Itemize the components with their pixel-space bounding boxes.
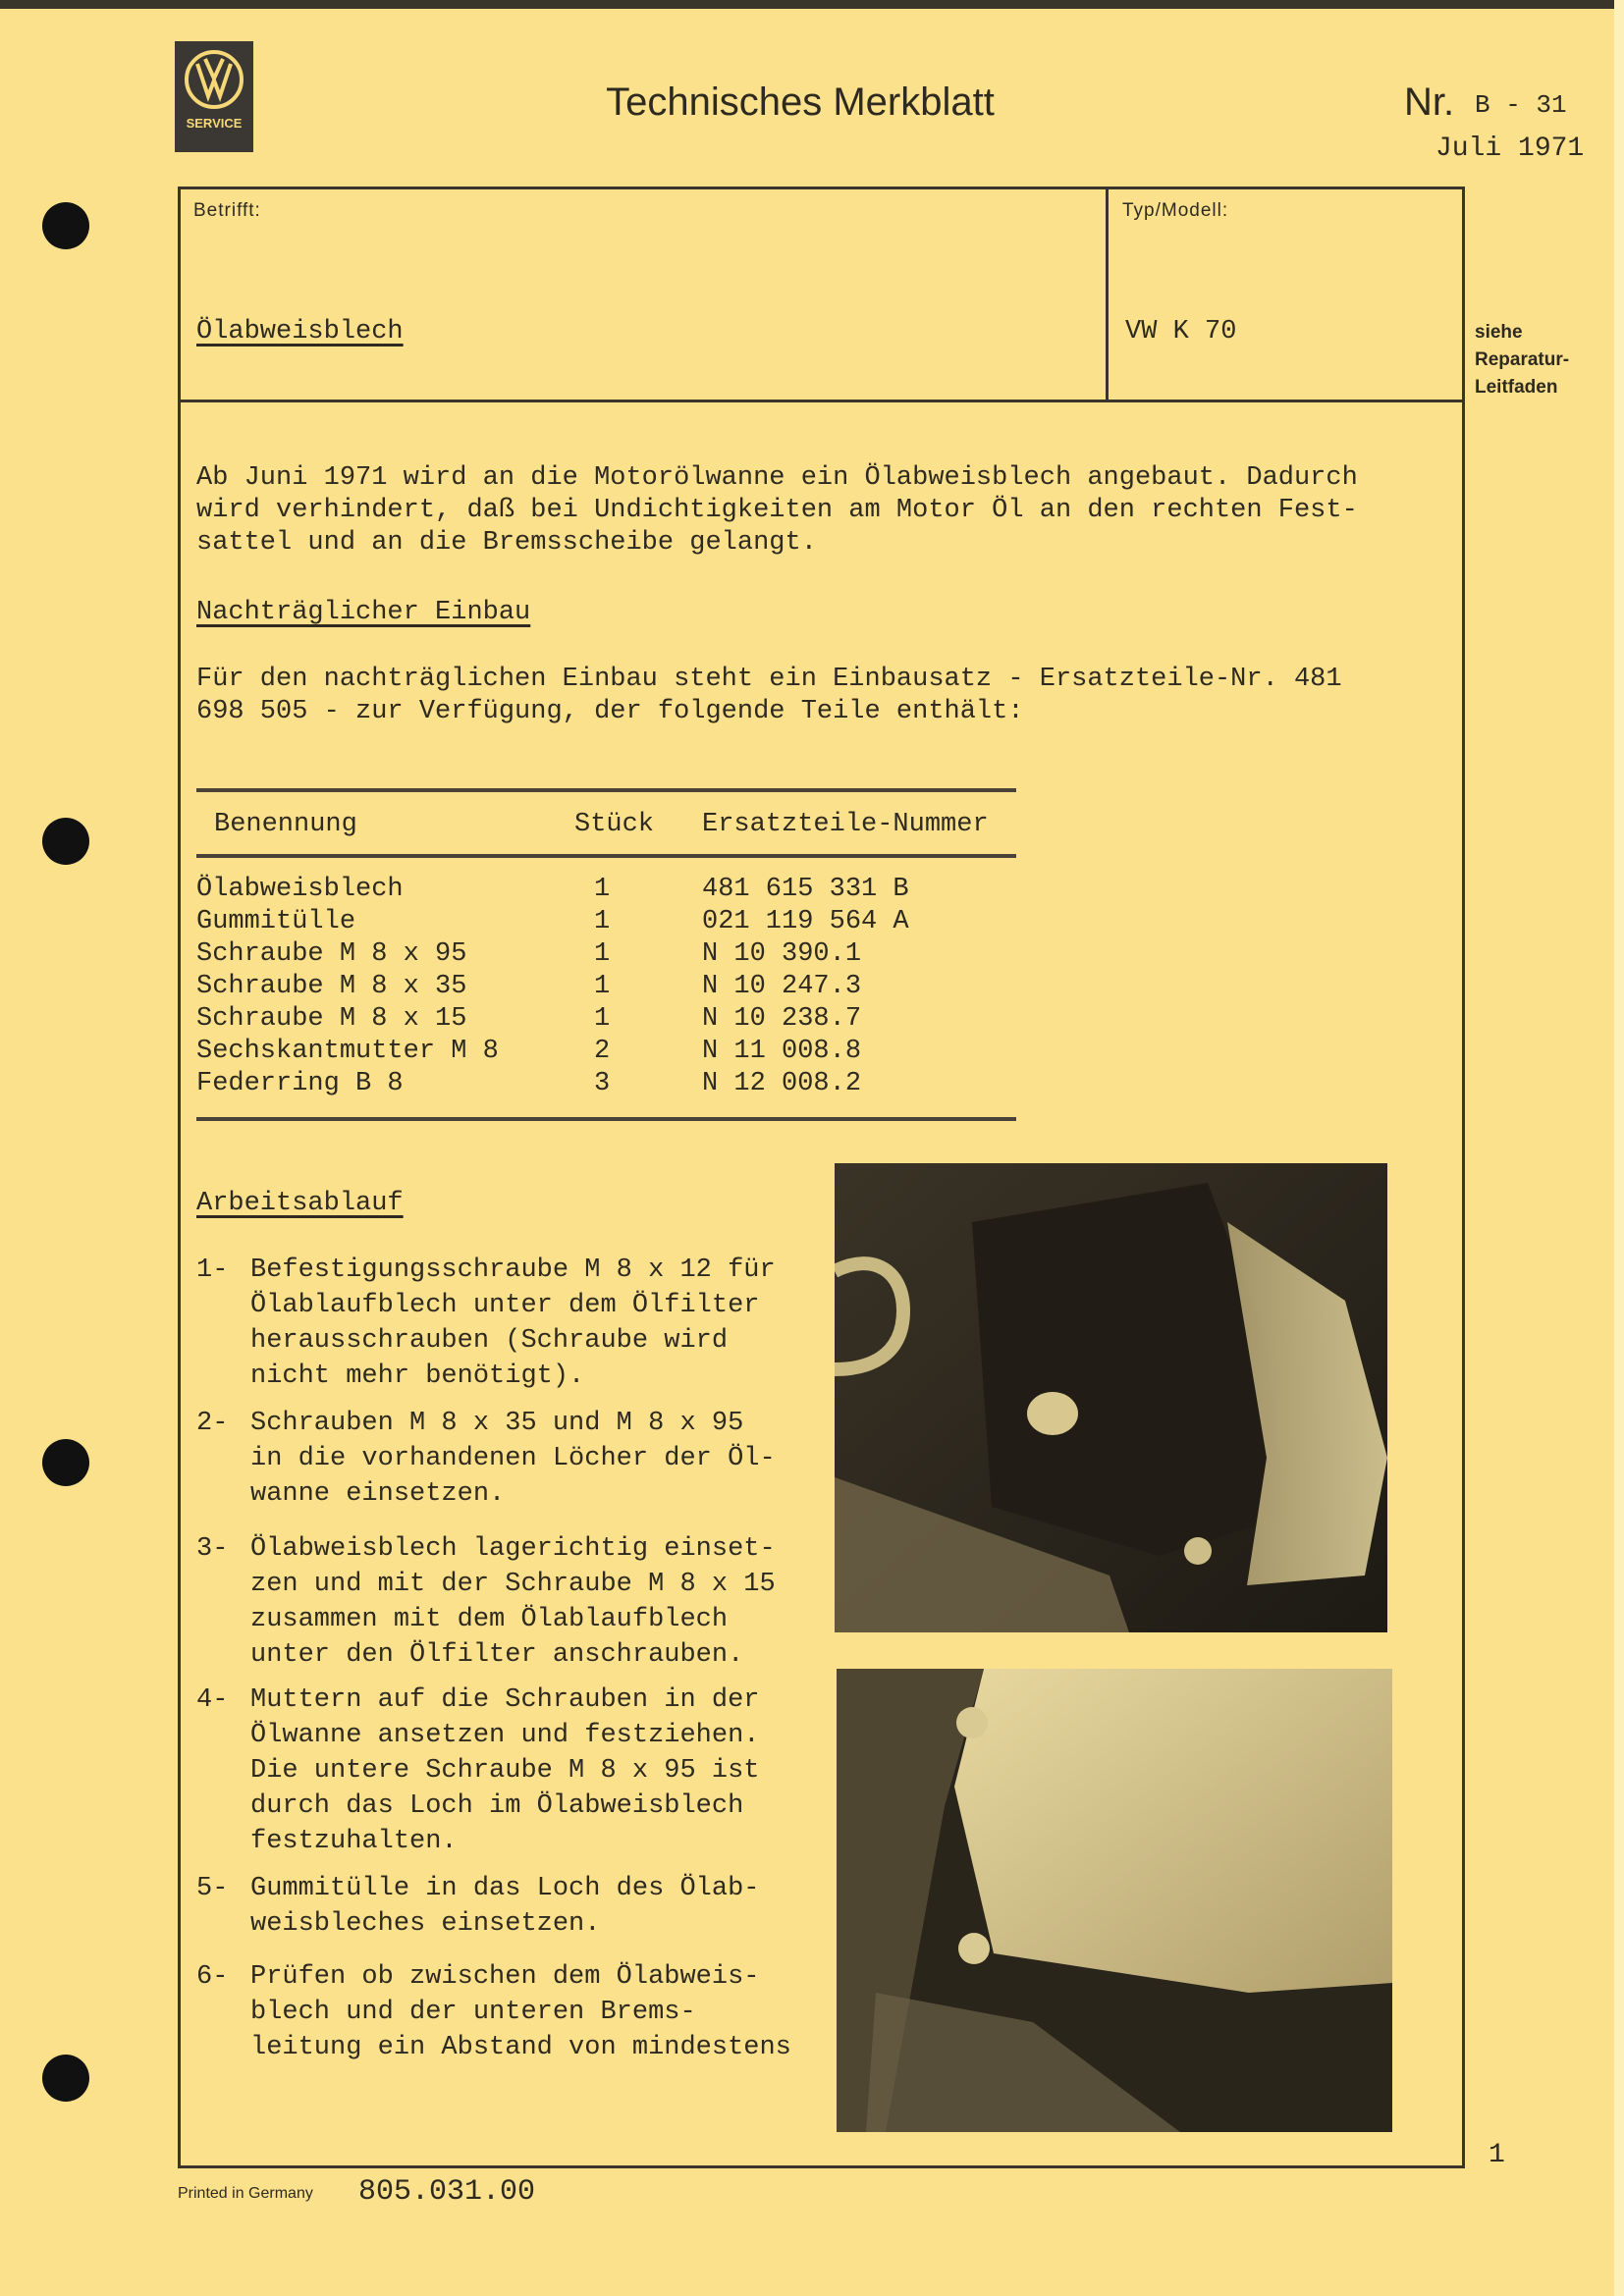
- step-text: blech und der unteren Brems-: [250, 1998, 696, 2027]
- issue-date: Juli 1971: [1435, 133, 1585, 164]
- procedure-step: [196, 1406, 776, 1512]
- table-row: [196, 874, 909, 906]
- vw-emblem-icon: [184, 49, 244, 110]
- column-header: Benennung: [214, 810, 357, 839]
- part-qty: 3: [594, 1069, 611, 1098]
- procedure-step: [196, 1959, 791, 2065]
- table-row: [196, 1068, 909, 1100]
- step-line: [196, 1906, 759, 1942]
- text-line: wird verhindert, daß bei Undichtigkeiten am Motor Öl an den rechten Fest-: [196, 496, 1358, 525]
- part-qty: 2: [594, 1037, 611, 1066]
- step-text: Befestigungsschraube M 8 x 12 für: [250, 1255, 776, 1285]
- step-number: 2-: [196, 1409, 229, 1438]
- step-line: [196, 1531, 776, 1567]
- model-value: VW K 70: [1125, 317, 1237, 347]
- step-line: [196, 1567, 776, 1602]
- step-line: [196, 1323, 776, 1359]
- table-row: [196, 938, 909, 971]
- step-text: zusammen mit dem Ölablaufblech: [250, 1605, 729, 1634]
- side-note-line: siehe: [1475, 322, 1523, 343]
- step-line: [196, 1871, 759, 1906]
- part-name: Federring B 8: [196, 1069, 404, 1098]
- step-number: 1-: [196, 1255, 229, 1285]
- side-note-line: Leitfaden: [1475, 377, 1558, 398]
- scan-top-edge: [0, 0, 1624, 9]
- punch-hole: [42, 2055, 89, 2102]
- step-text: durch das Loch im Ölabweisblech: [250, 1791, 744, 1821]
- column-header: Ersatzteile-Nummer: [702, 810, 989, 839]
- part-number: N 10 238.7: [702, 1004, 862, 1034]
- step-line: [196, 1959, 791, 1995]
- text-line: Für den nachträglichen Einbau steht ein Einbausatz - Ersatzteile-Nr. 481: [196, 665, 1342, 694]
- step-number: 3-: [196, 1534, 229, 1564]
- step-line: [196, 1753, 759, 1789]
- part-qty: 1: [594, 875, 611, 904]
- step-line: [196, 1995, 791, 2030]
- step-number: 4-: [196, 1685, 229, 1715]
- table-row: [196, 971, 909, 1003]
- step-line: [196, 1359, 776, 1394]
- step-text: weisbleches einsetzen.: [250, 1909, 601, 1939]
- text-line: 698 505 - zur Verfügung, der folgende Teile enthält:: [196, 697, 1024, 726]
- step-line: [196, 1253, 776, 1288]
- subject-label: Betrifft:: [193, 200, 261, 221]
- part-name: Ölabweisblech: [196, 875, 404, 904]
- printed-in: Printed in Germany: [178, 2185, 313, 2202]
- procedure-step: [196, 1682, 759, 1859]
- nr-value: B - 31: [1475, 90, 1567, 120]
- step-text: festzuhalten.: [250, 1827, 458, 1856]
- step-text: herausschrauben (Schraube wird: [250, 1326, 729, 1356]
- part-number: 021 119 564 A: [702, 907, 909, 936]
- part-number: N 11 008.8: [702, 1037, 862, 1066]
- table-row: [196, 906, 909, 938]
- document-number: 805.031.00: [358, 2175, 536, 2209]
- vw-service-logo: [175, 41, 253, 152]
- part-name: Schraube M 8 x 15: [196, 1004, 467, 1034]
- side-note-line: Reparatur-: [1475, 349, 1570, 370]
- divider: [1106, 187, 1109, 400]
- model-label: Typ/Modell:: [1122, 200, 1229, 221]
- part-qty: 1: [594, 939, 611, 969]
- retrofit-heading: Nachträglicher Einbau: [196, 598, 531, 627]
- punch-hole: [42, 818, 89, 865]
- part-qty: 1: [594, 972, 611, 1001]
- procedure-step: [196, 1531, 776, 1673]
- step-text: Muttern auf die Schrauben in der: [250, 1685, 760, 1715]
- step-line: [196, 1682, 759, 1718]
- step-line: [196, 1718, 759, 1753]
- step-text: Prüfen ob zwischen dem Ölabweis-: [250, 1962, 760, 1992]
- step-text: in die vorhandenen Löcher der Öl-: [250, 1444, 776, 1473]
- table-rule: [196, 854, 1016, 858]
- step-line: [196, 1406, 776, 1441]
- part-name: Schraube M 8 x 95: [196, 939, 467, 969]
- step-text: wanne einsetzen.: [250, 1479, 506, 1509]
- retrofit-paragraph: [196, 664, 1342, 728]
- photo-deflector-plate: [837, 1669, 1392, 2132]
- part-qty: 1: [594, 1004, 611, 1034]
- step-line: [196, 1789, 759, 1824]
- step-text: nicht mehr benötigt).: [250, 1362, 585, 1391]
- part-name: Sechskantmutter M 8: [196, 1037, 499, 1066]
- step-line: [196, 1824, 759, 1859]
- procedure-heading: Arbeitsablauf: [196, 1189, 404, 1218]
- step-line: [196, 1288, 776, 1323]
- punch-hole: [42, 202, 89, 249]
- logo-label: SERVICE: [186, 116, 243, 131]
- part-number: N 10 247.3: [702, 972, 862, 1001]
- table-row: [196, 1036, 909, 1068]
- step-number: 6-: [196, 1962, 229, 1992]
- step-text: leitung ein Abstand von mindestens: [250, 2033, 791, 2062]
- subject-value: Ölabweisblech: [196, 317, 404, 347]
- table-row: [196, 1003, 909, 1036]
- punch-hole: [42, 1439, 89, 1486]
- procedure-step: [196, 1871, 759, 1942]
- text-line: Ab Juni 1971 wird an die Motorölwanne ein Ölabweisblech angebaut. Dadurch: [196, 463, 1358, 493]
- part-number: N 10 390.1: [702, 939, 862, 969]
- step-text: Ölabweisblech lagerichtig einset-: [250, 1534, 776, 1564]
- step-text: Gummitülle in das Loch des Ölab-: [250, 1874, 760, 1903]
- step-line: [196, 1602, 776, 1637]
- step-line: [196, 1637, 776, 1673]
- step-number: 5-: [196, 1874, 229, 1903]
- side-note: [1475, 319, 1569, 401]
- parts-table-header: [214, 809, 989, 841]
- step-text: zen und mit der Schraube M 8 x 15: [250, 1570, 776, 1599]
- nr-label: Nr.: [1404, 80, 1455, 124]
- photo-oil-pan: [835, 1163, 1387, 1632]
- step-line: [196, 1441, 776, 1476]
- table-rule: [196, 788, 1016, 792]
- text-line: sattel und an die Bremsscheibe gelangt.: [196, 528, 817, 558]
- column-header: Stück: [574, 810, 655, 839]
- step-line: [196, 2030, 791, 2065]
- intro-paragraph: [196, 462, 1358, 560]
- step-text: Schrauben M 8 x 35 und M 8 x 95: [250, 1409, 744, 1438]
- parts-table: [196, 874, 909, 1100]
- part-qty: 1: [594, 907, 611, 936]
- part-name: Gummitülle: [196, 907, 356, 936]
- part-number: 481 615 331 B: [702, 875, 909, 904]
- step-text: unter den Ölfilter anschrauben.: [250, 1640, 744, 1670]
- table-rule: [196, 1117, 1016, 1121]
- step-text: Die untere Schraube M 8 x 95 ist: [250, 1756, 760, 1786]
- part-name: Schraube M 8 x 35: [196, 972, 467, 1001]
- part-number: N 12 008.2: [702, 1069, 862, 1098]
- step-line: [196, 1476, 776, 1512]
- procedure-step: [196, 1253, 776, 1394]
- scan-right-edge: [1614, 0, 1624, 2296]
- info-box: [178, 187, 1465, 402]
- page-number: 1: [1489, 2140, 1505, 2170]
- step-text: Ölablaufblech unter dem Ölfilter: [250, 1291, 760, 1320]
- step-text: Ölwanne ansetzen und festziehen.: [250, 1721, 760, 1750]
- page-title: Technisches Merkblatt: [606, 80, 995, 124]
